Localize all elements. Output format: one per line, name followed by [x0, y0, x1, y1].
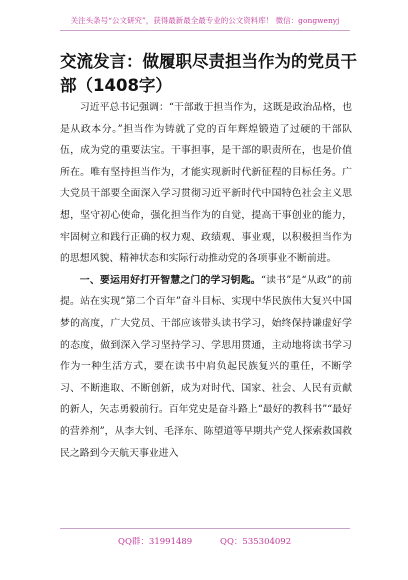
paragraph-intro: 习近平总书记强调：“干部敢于担当作为，这既是政治品格，也是从政本分。”担当作为铸就了党的百年辉煌锻造了过硬的干部队伍，成为党的重要法宝。干事担事，是干部的职责所在，也是价值所在。唯有坚持担当作为，才能实现新时代新征程的目标任务。广大党员干部要全面深入学习贯彻习近平新时代中国特色社会主义思想，坚守初心使命，强化担当作为的自觉，提高干事创业的能力，牢固树立和践行正确的权力观、政绩观、事业观，以积极担当作为的思想风貌、精神状态和实际行动推动党的各项事业不断前进。 [60, 102, 352, 265]
footer-qq-group: QQ群：31991489 [118, 537, 193, 547]
section-text: “读书”是“从政”的前提。站在实现“第二个百年”奋斗目标、实现中华民族伟大复兴中国梦的高度，广大党员、干部应该带头读书学习，始终保持谦虚好学的态度，做到深入学习坚持学习、学思用贯通，主动地将读书学习作为一种生活方式，要在读书中肩负起民族复兴的重任，不断学习、不断進取、不断创新，成为对时代、国家、社会、人民有贡献的新人，矢志勇毅前行。百年党史是奋斗路上“最好的教科书”“最好的营养剂”，从李大钊、毛泽东、陈望道等早期共产党人探索救国救民之路到今天航天事业进入 [60, 274, 352, 459]
footer-qq-contact: QQ：535304092 [220, 537, 292, 547]
paragraph-section-1 [60, 270, 352, 464]
document-body [60, 97, 352, 464]
section-heading: 一、要运用好打开智慧之门的学习钥匙。 [79, 274, 261, 286]
document-title: 交流发言：做履职尽责担当作为的党员干部（1408字） [60, 52, 357, 95]
footer [60, 528, 350, 545]
header-banner: 关注头条号“公文研究”，获得最新最全最专业的公文资料库！ 微信：gongwenyj [60, 14, 350, 31]
